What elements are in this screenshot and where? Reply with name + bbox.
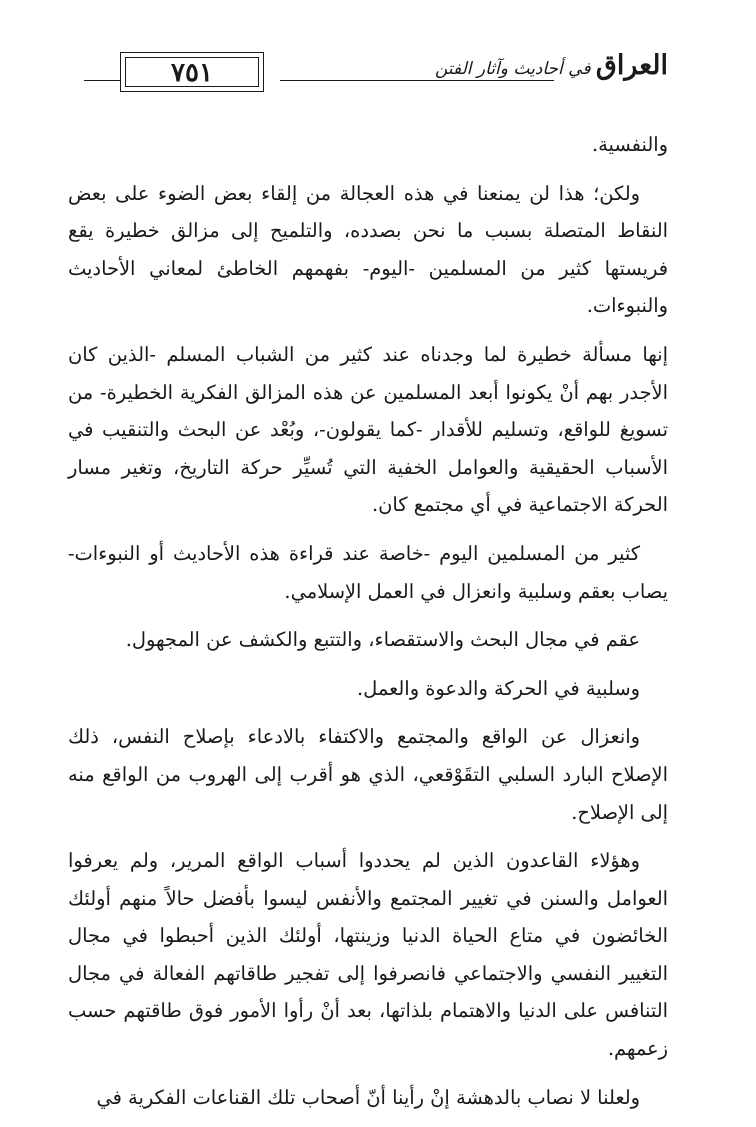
- paragraph-9: ولعلنا لا نصاب بالدهشة إنْ رأينا أنّ أصحاب تلك القناعات الفكرية في: [96, 1085, 640, 1109]
- paragraph-2: ولكن؛ هذا لن يمنعنا في هذه العجالة من إلقاء بعض الضوء على بعض النقاط المتصلة بسبب ما نحن بصدده، والتلميح إلى مزالق خطيرة يقع فريستها كثير من المسلمين -اليوم- بفهمهم الخاطئ لمعاني الأحاديث والنبوءات.: [68, 181, 668, 318]
- page-body: [68, 126, 668, 1127]
- page-number-box: [120, 52, 264, 92]
- paragraph-5: عقم في مجال البحث والاستقصاء، والتتبع والكشف عن المجهول.: [125, 628, 640, 652]
- paragraph-7: وانعزال عن الواقع والمجتمع والاكتفاء بالادعاء بإصلاح النفس، ذلك الإصلاح البارد السلبي التقَوْقعي، الذي هو أقرب إلى الهروب من الواقع منه إلى الإصلاح.: [68, 725, 668, 824]
- paragraph-8: وهؤلاء القاعدون الذين لم يحددوا أسباب الواقع المرير، ولم يعرفوا العوامل والسنن في تغيير المجتمع والأنفس ليسوا بأفضل حالاً منهم أولئك الخائضون في متاع الحياة الدنيا وزينتها، أولئك الذين أحبطوا في مجال التغيير النفسي والاجتماعي فانصرفوا إلى تفجير طاقاتهم الفعالة في مجال التنافس على الدنيا والاهتمام بلذاتها، بعد أنْ رأوا الأمور فوق طاقتهم حسب زعمهم.: [68, 849, 668, 1061]
- running-header: [84, 50, 668, 96]
- book-title-main: العراق: [595, 50, 668, 81]
- book-title: [435, 50, 668, 81]
- book-title-sub: في أحاديث وآثار الفتن: [434, 59, 591, 79]
- page-number: ٧٥١: [125, 57, 259, 87]
- paragraph-1: والنفسية.: [591, 133, 668, 156]
- paragraph-6: وسلبية في الحركة والدعوة والعمل.: [356, 676, 640, 700]
- paragraph-4: كثير من المسلمين اليوم -خاصة عند قراءة هذه الأحاديث أو النبوءات- يصاب بعقم وسلبية وانعزال في العمل الإسلامي.: [68, 541, 668, 603]
- paragraph-3: إنها مسألة خطيرة لما وجدناه عند كثير من الشباب المسلم -الذين كان الأجدر بهم أنْ يكونوا أبعد المسلمين عن هذه المزالق الفكرية الخطيرة- من تسويغ للواقع، وتسليم للأقدار -كما يقولون-، وبُعْد عن البحث والتنقيب في الأسباب الحقيقية والعوامل الخفية التي تُسيِّر حركة التاريخ، وتغير مسار الحركة الاجتماعية في أي مجتمع كان.: [68, 342, 668, 517]
- header-rule-left: [84, 80, 120, 81]
